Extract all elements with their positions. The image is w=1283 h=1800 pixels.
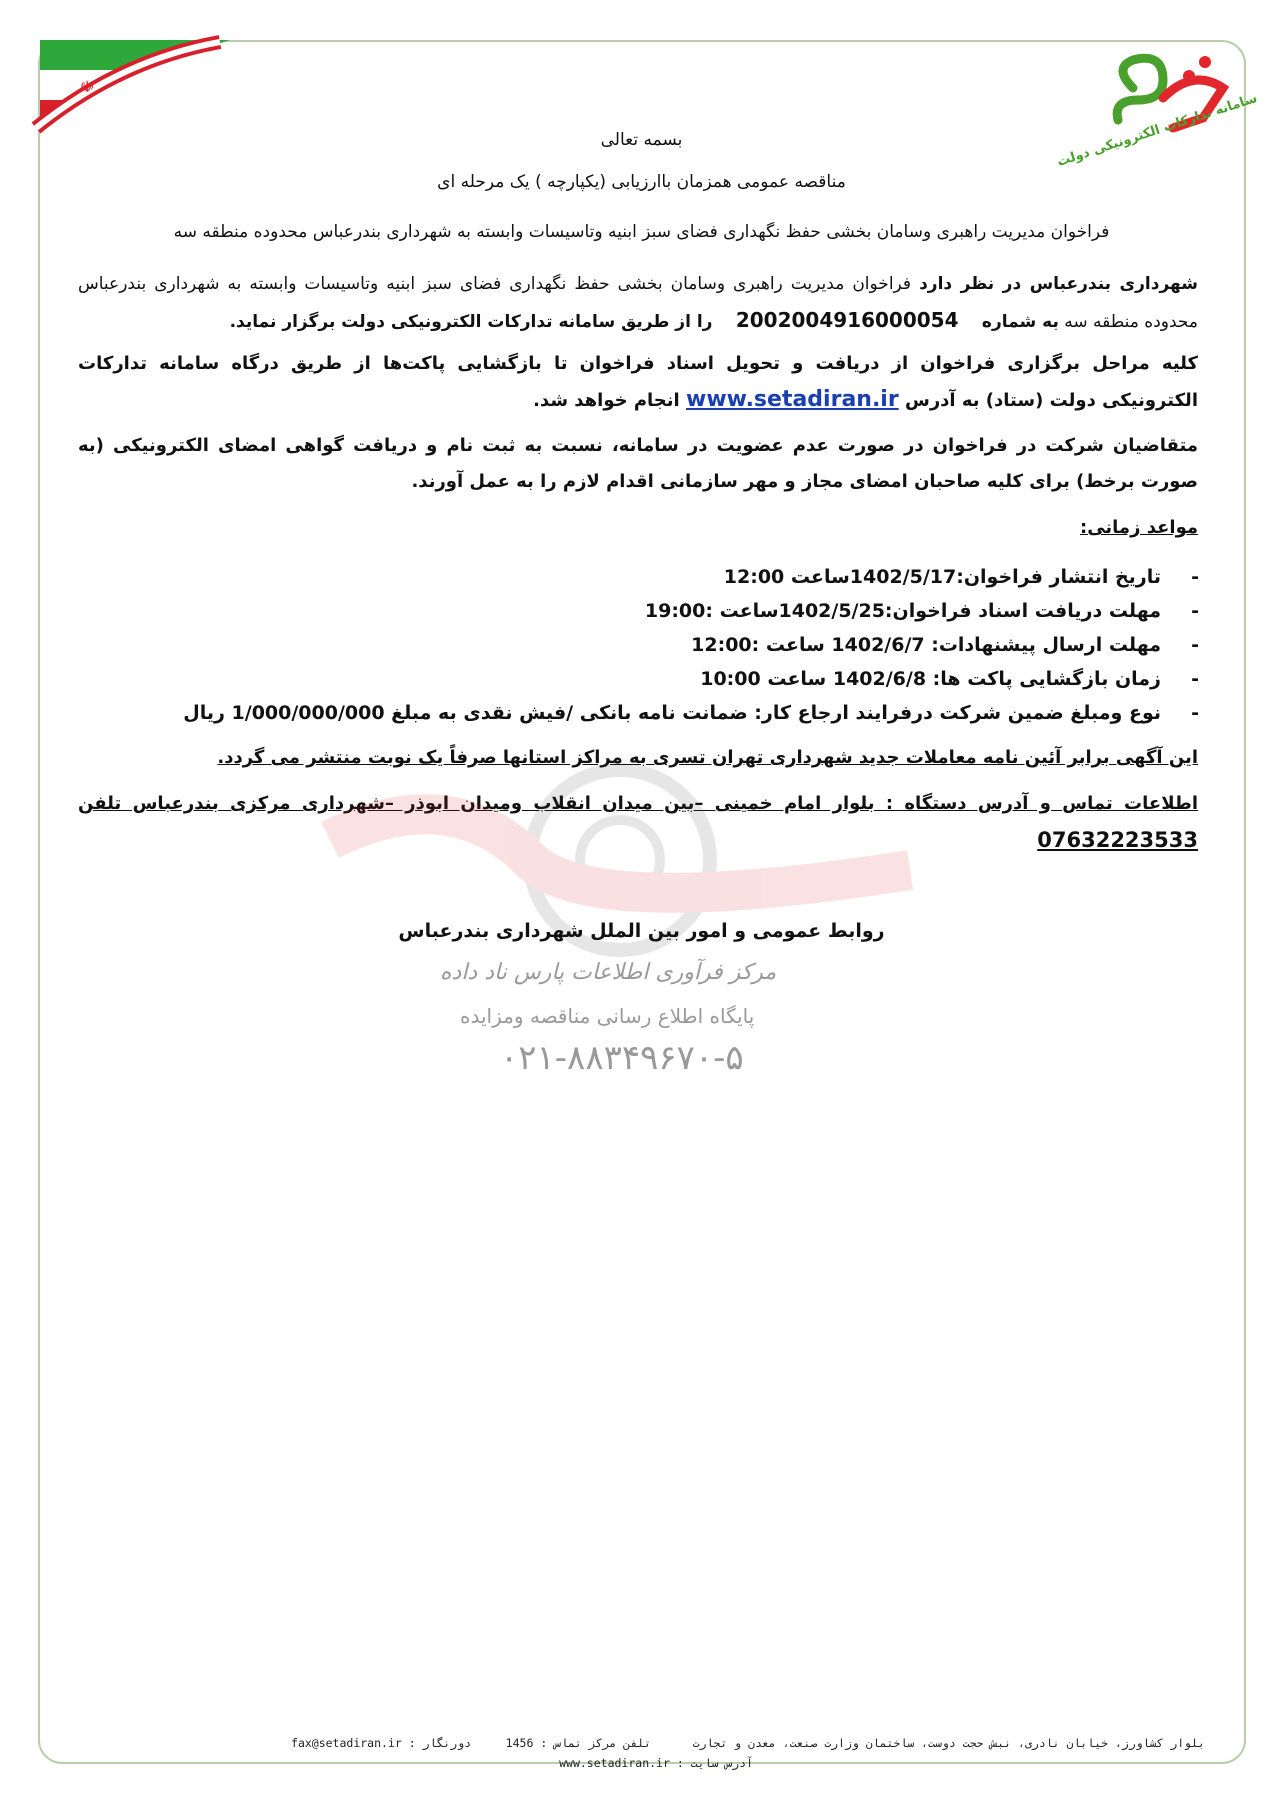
footer-site-url[interactable]: www.setadiran.ir — [559, 1756, 670, 1770]
svg-text:سامانه تدارکات الکترونیکی دولت: سامانه تدارکات الکترونیکی دولت — [1055, 90, 1260, 170]
stages-end: انجام خواهد شد. — [533, 390, 680, 411]
svg-text:☫: ☫ — [80, 77, 95, 96]
setad-logo-icon — [1055, 48, 1260, 178]
applicants-paragraph: متقاضیان شرکت در فراخوان در صورت عدم عضویت در سامانه، نسبت به ثبت نام و دریافت گواهی امضای الکترونیکی (به صورت برخط) برای کلیه صاحبان امضای مجاز و مهر سازمانی اقدام لازم را به عمل آورند. — [78, 435, 1198, 492]
footer-site-label: آدرس سایت : — [676, 1756, 753, 1770]
stages-paragraph — [78, 346, 1198, 419]
signature: روابط عمومی و امور بین الملل شهرداری بندرعباس — [398, 920, 885, 942]
footer-call-center-label: تلفن مرکز تماس : — [540, 1736, 652, 1750]
guarantee: - نوع ومبلغ ضمین شرکت درفرایند ارجاع کار: ضمانت نامه بانکی /فیش نقدی به مبلغ 1/000/000/000 ریال — [85, 696, 1205, 730]
deadlines-list — [85, 560, 1205, 730]
deadline-publish: - تاریخ انتشار فراخوان:1402/5/17ساعت 12:00 — [85, 560, 1205, 594]
number-label: به شماره — [981, 312, 1059, 332]
call-title: فراخوان مدیریت راهبری وسامان بخشی حفظ نگهداری فضای سبز ابنیه وتاسیسات وابسته به شهرداری بندرعباس محدوده منطقه سه — [173, 222, 1110, 242]
stages-text: کلیه مراحل برگزاری فراخوان از دریافت و تحویل اسناد فراخوان تا بازگشایی پاکت‌ها از طریق درگاه سامانه تدارکات الکترونیکی دولت (ستاد) به آدرس — [78, 353, 1198, 411]
iran-flag-icon — [0, 0, 230, 150]
tender-number: 2002004916000054 — [735, 308, 959, 332]
footer-site — [559, 1756, 753, 1770]
tender-type: مناقصه عمومی همزمان باارزیابی (یکپارچه ) یک مرحله ای — [437, 172, 846, 192]
footer-fax-label: دورنگار : — [408, 1736, 472, 1750]
bismillah: بسمه تعالی — [600, 130, 683, 150]
footer-address — [291, 1736, 1205, 1750]
footer-address-text: بلوار کشاورز، خیابان نادری، نبش حجت دوست، ساختمان وزارت صنعت، معدن و تجارت — [692, 1736, 1205, 1750]
footer-call-center: 1456 — [505, 1736, 534, 1750]
deadline-opening: - زمان بازگشایی پاکت ها: 1402/6/8 ساعت 10:00 — [85, 662, 1205, 696]
contact-text: اطلاعات تماس و آدرس دستگاه : بلوار امام خمینی –بین میدان انقلاب ومیدان ابوذر –شهرداری مرکزی بندرعباس تلفن — [78, 793, 1198, 814]
intro-lead: شهرداری بندرعباس در نظر دارد — [919, 274, 1198, 294]
watermark-line2: پایگاه اطلاع رسانی مناقصه ومزایده — [460, 1004, 755, 1028]
intro-paragraph — [78, 266, 1198, 340]
intro-end: را از طریق سامانه تدارکات الکترونیکی دولت برگزار نماید. — [229, 312, 713, 332]
deadlines-heading: مواعد زمانی: — [1080, 517, 1198, 538]
intro-text: فراخوان مدیریت راهبری وسامان بخشی حفظ نگهداری فضای سبز ابنیه وتاسیسات وابسته به شهرداری بندرعباس محدوده منطقه سه — [78, 274, 1198, 332]
notice: این آگهی برابر آئین نامه معاملات جدید شهرداری تهران تسری به مراکز استانها صرفاً یک نوبت منتشر می گردد. — [217, 747, 1198, 768]
watermark-phone: ۰۲۱-۸۸۳۴۹۶۷۰-۵ — [500, 1038, 744, 1078]
deadline-submit: - مهلت ارسال پیشنهادات: 1402/6/7 ساعت :12:00 — [85, 628, 1205, 662]
deadline-receive-docs: - مهلت دریافت اسناد فراخوان:1402/5/25ساعت :19:00 — [85, 594, 1205, 628]
setadiran-link[interactable]: www.setadiran.ir — [686, 387, 899, 412]
deadlines-title — [78, 510, 1198, 546]
watermark-line1: مرکز فرآوری اطلاعات پارس ناد داده — [440, 960, 777, 985]
footer-fax: fax@setadiran.ir — [291, 1736, 402, 1750]
contact-phone: 07632223533 — [1037, 828, 1198, 852]
